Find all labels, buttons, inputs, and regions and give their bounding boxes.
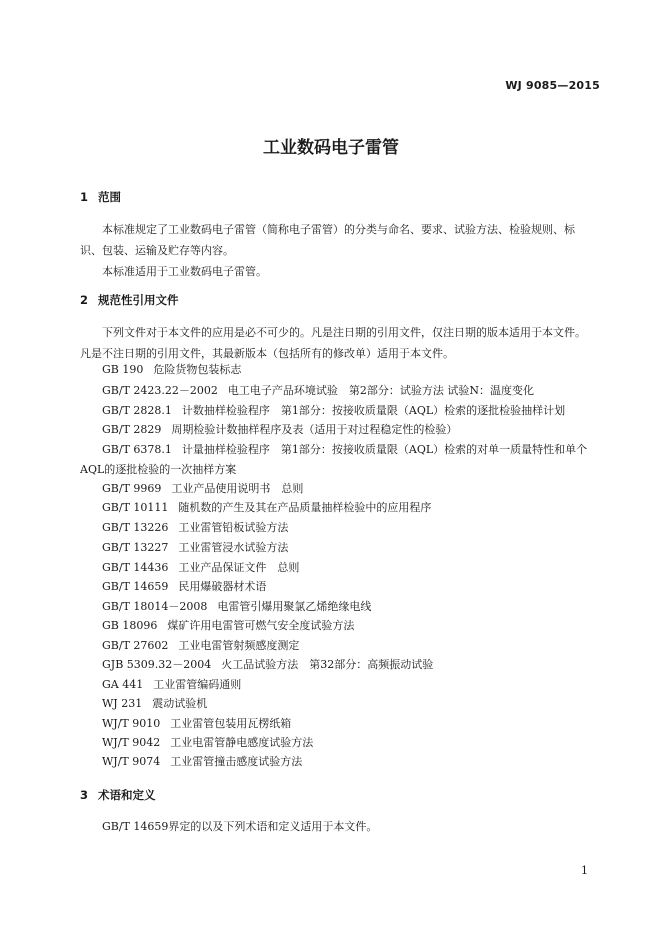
- scope-paragraph: [80, 219, 600, 282]
- reference-item: [102, 401, 602, 420]
- reference-item: [102, 420, 602, 439]
- reference-item: [102, 577, 602, 596]
- reference-item: [102, 733, 602, 752]
- reference-title: 工业雷管铅板试验方法: [178, 521, 289, 534]
- reference-code: GB/T 2829: [102, 423, 162, 436]
- reference-title: 震动试验机: [152, 697, 208, 710]
- scope-text-line: 本标准规定了工业数码电子雷管（简称电子雷管）的分类与命名、要求、试验方法、检验规则、标: [102, 223, 575, 236]
- reference-item: [102, 675, 602, 694]
- reference-item: [102, 360, 602, 379]
- reference-item: [102, 518, 602, 537]
- reference-item: [102, 752, 602, 771]
- reference-title: 工业电雷管射频感度测定: [178, 639, 300, 652]
- reference-code: GB/T 6378.1: [102, 443, 172, 456]
- reference-code: GB/T 2423.22－2002: [102, 384, 218, 397]
- reference-code: GB/T 10111: [102, 501, 169, 514]
- reference-title: 工业产品保证文件 总则: [178, 561, 300, 574]
- section-number: 1: [80, 190, 89, 204]
- scope-text-line: 识、包装、运输及贮存等内容。: [80, 244, 234, 257]
- reference-title: 工业电雷管静电感度试验方法: [170, 736, 314, 749]
- reference-item: [102, 381, 602, 400]
- reference-code: GB/T 13227: [102, 541, 169, 554]
- section-title: 范围: [98, 190, 121, 204]
- reference-title: 工业雷管包装用瓦楞纸箱: [170, 717, 292, 730]
- reference-title: 民用爆破器材术语: [178, 580, 267, 593]
- reference-item: [102, 558, 602, 577]
- scope-applicability: 本标准适用于工业数码电子雷管。: [102, 265, 267, 278]
- terms-intro-text: GB/T 14659界定的以及下列术语和定义适用于本文件。: [102, 820, 378, 833]
- reference-title: 工业雷管撞击感度试验方法: [170, 755, 303, 768]
- reference-title: 计量抽样检验程序 第1部分：按接收质量限（AQL）检索的对单一质量特性和单个: [181, 443, 588, 456]
- normative-intro-line: 下列文件对于本文件的应用是必不可少的。凡是注日期的引用文件，仅注日期的版本适用于本文件。: [102, 326, 586, 339]
- reference-code: GB/T 27602: [102, 639, 169, 652]
- reference-item: [102, 636, 602, 655]
- section-number: 3: [80, 788, 89, 802]
- terms-intro: [80, 816, 600, 837]
- reference-code: GB/T 18014－2008: [102, 600, 208, 613]
- reference-title: 电工电子产品环境试验 第2部分：试验方法 试验N：温度变化: [227, 384, 535, 397]
- reference-item: [102, 694, 602, 713]
- reference-title: 工业产品使用说明书 总则: [171, 482, 304, 495]
- section-heading-scope: [80, 189, 121, 205]
- reference-code: GB/T 13226: [102, 521, 169, 534]
- reference-title: 工业雷管编码通则: [153, 678, 242, 691]
- reference-title: 周期检验计数抽样程序及表（适用于对过程稳定性的检验）: [171, 423, 458, 436]
- section-title: 规范性引用文件: [98, 293, 179, 307]
- reference-title: 危险货物包装标志: [153, 363, 242, 376]
- reference-code: GB/T 14659: [102, 580, 169, 593]
- reference-item: [102, 714, 602, 733]
- section-title: 术语和定义: [98, 788, 156, 802]
- reference-item: [102, 655, 602, 674]
- reference-code: WJ/T 9074: [102, 755, 161, 768]
- reference-code: GJB 5309.32－2004: [102, 658, 212, 671]
- reference-title: 煤矿许用电雷管可燃气安全度试验方法: [167, 619, 355, 632]
- reference-code: WJ/T 9010: [102, 717, 161, 730]
- page-number: 1: [581, 864, 588, 877]
- document-title: 工业数码电子雷管: [263, 138, 399, 158]
- reference-code: WJ/T 9042: [102, 736, 161, 749]
- normative-intro: [80, 322, 600, 364]
- reference-title: 电雷管引爆用聚氯乙烯绝缘电线: [217, 600, 372, 613]
- reference-title: 随机数的产生及其在产品质量抽样检验中的应用程序: [178, 501, 432, 514]
- reference-item: [102, 440, 602, 459]
- standard-code: WJ 9085—2015: [505, 79, 600, 92]
- reference-title: 工业雷管浸水试验方法: [178, 541, 289, 554]
- reference-item: [102, 538, 602, 557]
- reference-item: [102, 498, 602, 517]
- section-number: 2: [80, 293, 89, 307]
- reference-code: GB/T 9969: [102, 482, 162, 495]
- reference-code: GB/T 2828.1: [102, 404, 172, 417]
- reference-code: GB 190: [102, 363, 144, 376]
- section-heading-terms: [80, 787, 156, 803]
- reference-item: [102, 616, 602, 635]
- reference-title: 火工品试验方法 第32部分：高频振动试验: [221, 658, 434, 671]
- reference-code: GB/T 14436: [102, 561, 169, 574]
- reference-code: WJ 231: [102, 697, 143, 710]
- reference-item: [102, 479, 602, 498]
- reference-title: 计数抽样检验程序 第1部分：按接收质量限（AQL）检索的逐批检验抽样计划: [181, 404, 566, 417]
- reference-continuation: AQL的逐批检验的一次抽样方案: [80, 463, 237, 476]
- reference-item: [102, 597, 602, 616]
- section-heading-normative: [80, 292, 179, 308]
- normative-intro-line: 凡是不注日期的引用文件，其最新版本（包括所有的修改单）适用于本文件。: [80, 347, 454, 360]
- reference-code: GA 441: [102, 678, 144, 691]
- reference-code: GB 18096: [102, 619, 158, 632]
